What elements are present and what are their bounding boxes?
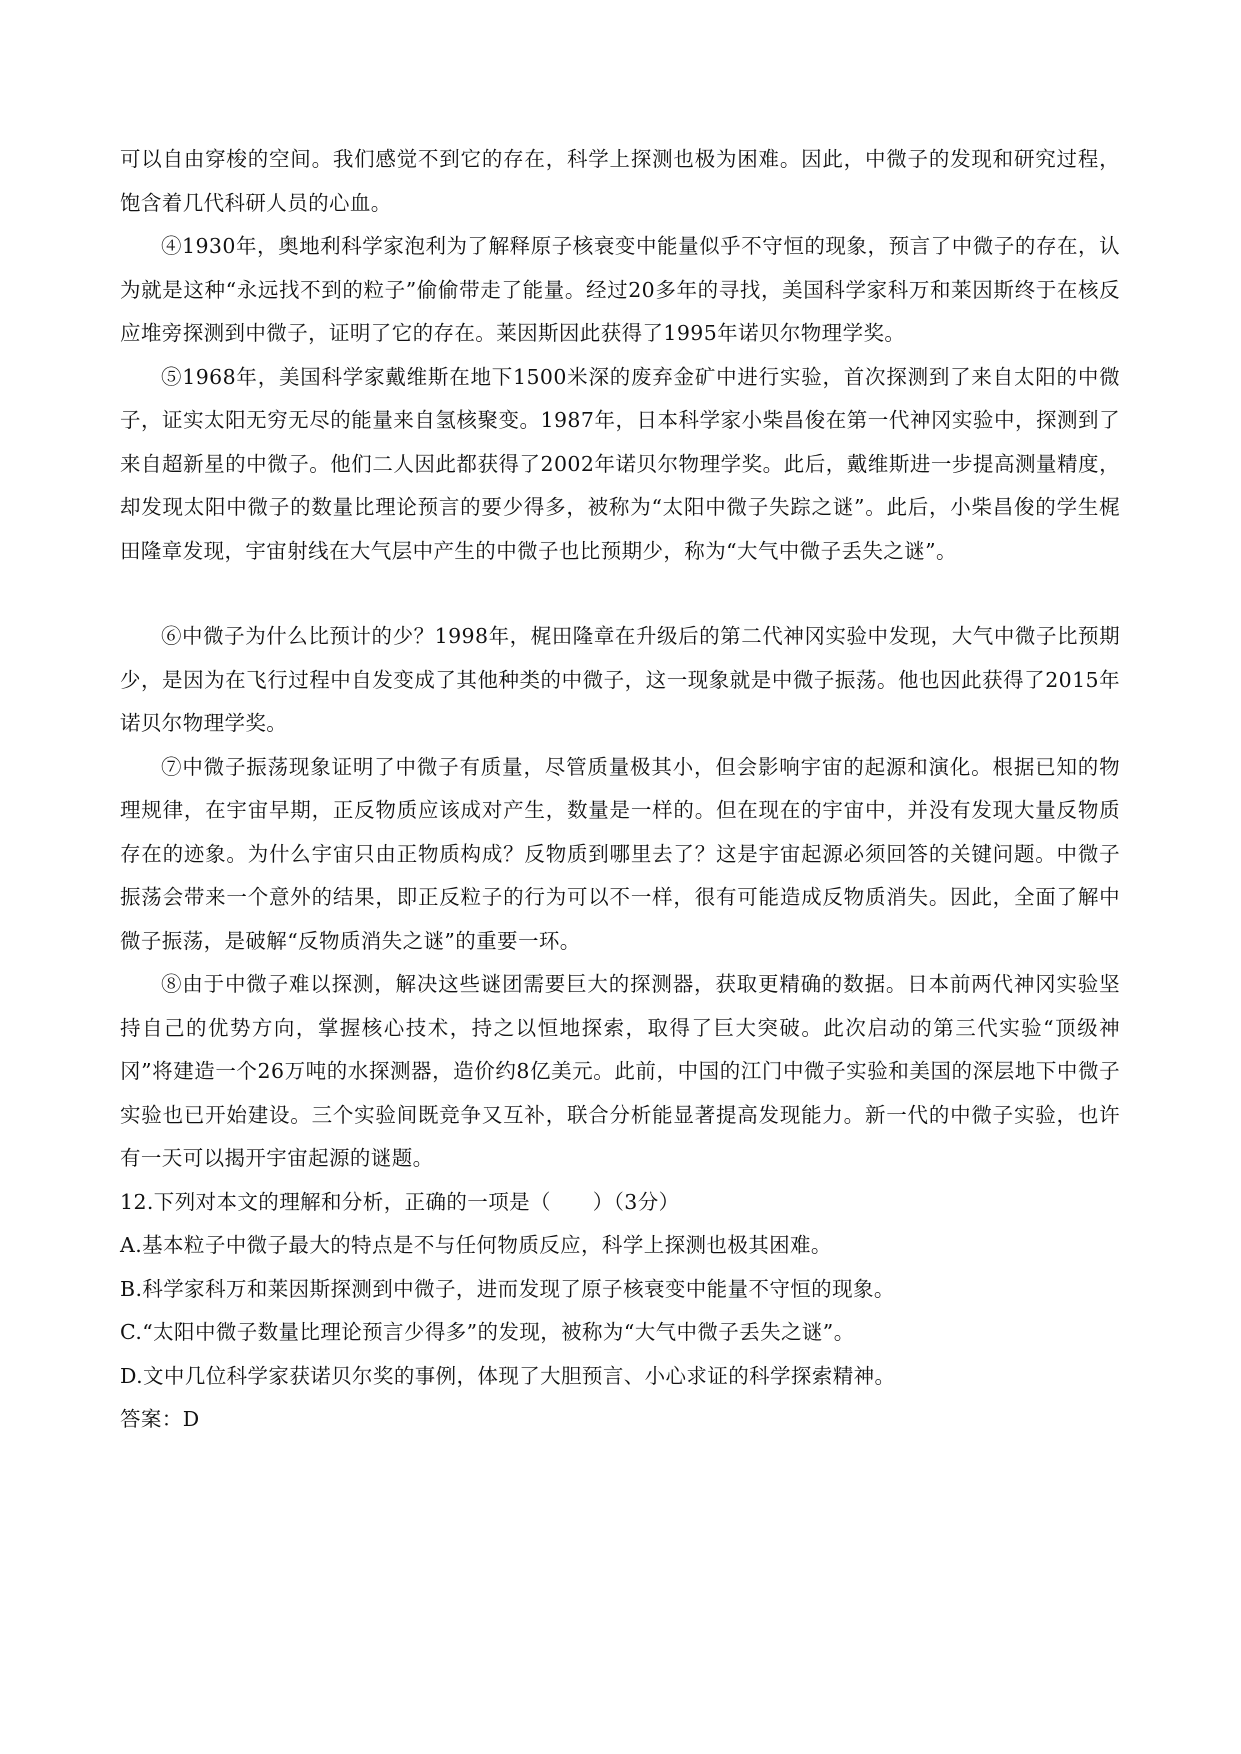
document-body [120, 138, 1120, 1442]
answer-line: 答案：D [120, 1407, 200, 1431]
paragraph-5: ⑤1968年，美国科学家戴维斯在地下1500米深的废弃金矿中进行实验，首次探测到了来自太阳的中微子，证实太阳无穷无尽的能量来自氢核聚变。1987年，日本科学家小柴昌俊在第一代神冈实验中，探测到了来自超新星的中微子。他们二人因此都获得了2002年诺贝尔物理学奖。此后，戴维斯进一步提高测量精度，却发现太阳中微子的数量比理论预言的要少得多，被称为“太阳中微子失踪之谜”。此后，小柴昌俊的学生梶田隆章发现，宇宙射线在大气层中产生的中微子也比预期少，称为“大气中微子丢失之谜”。 [120, 364, 1120, 563]
question-stem: 12.下列对本文的理解和分析，正确的一项是（ ）（3分） [120, 1189, 680, 1214]
paragraph-7: ⑦中微子振荡现象证明了中微子有质量，尽管质量极其小，但会影响宇宙的起源和演化。根据已知的物理规律，在宇宙早期，正反物质应该成对产生，数量是一样的。但在现在的宇宙中，并没有发现大量反物质存在的迹象。为什么宇宙只由正物质构成？反物质到哪里去了？这是宇宙起源必须回答的关键问题。中微子振荡会带来一个意外的结果，即正反粒子的行为可以不一样，很有可能造成反物质消失。因此，全面了解中微子振荡，是破解“反物质消失之谜”的重要一环。 [120, 754, 1120, 953]
option-d: D.文中几位科学家获诺贝尔奖的事例，体现了大胆预言、小心求证的科学探索精神。 [120, 1363, 896, 1388]
option-a: A.基本粒子中微子最大的特点是不与任何物质反应，科学上探测也极其困难。 [120, 1233, 832, 1257]
paragraph-4: ④1930年，奥地利科学家泡利为了解释原子核衰变中能量似乎不守恒的现象，预言了中微子的存在，认为就是这种“永远找不到的粒子”偷偷带走了能量。经过20多年的寻找，美国科学家科万和莱因斯终于在核反应堆旁探测到中微子，证明了它的存在。莱因斯因此获得了1995年诺贝尔物理学奖。 [120, 234, 1120, 345]
paragraph-8: ⑧由于中微子难以探测，解决这些谜团需要巨大的探测器，获取更精确的数据。日本前两代神冈实验坚持自己的优势方向，掌握核心技术，持之以恒地探索，取得了巨大突破。此次启动的第三代实验“顶级神冈”将建造一个26万吨的水探测器，造价约8亿美元。此前，中国的江门中微子实验和美国的深层地下中微子实验也已开始建设。三个实验间既竞争又互补，联合分析能显著提高发现能力。新一代的中微子实验，也许有一天可以揭开宇宙起源的谜题。 [120, 972, 1120, 1170]
option-c: C.“太阳中微子数量比理论预言少得多”的发现，被称为“大气中微子丢失之谜”。 [120, 1320, 855, 1344]
paragraph-continued: 可以自由穿梭的空间。我们感觉不到它的存在，科学上探测也极为困难。因此，中微子的发现和研究过程，饱含着几代科研人员的心血。 [120, 147, 1120, 215]
question-block [120, 1181, 1120, 1442]
paragraph-6: ⑥中微子为什么比预计的少？1998年，梶田隆章在升级后的第二代神冈实验中发现，大气中微子比预期少，是因为在飞行过程中自发变成了其他种类的中微子，这一现象就是中微子振荡。他也因此获得了2015年诺贝尔物理学奖。 [120, 624, 1120, 735]
option-b: B.科学家科万和莱因斯探测到中微子，进而发现了原子核衰变中能量不守恒的现象。 [120, 1276, 895, 1301]
